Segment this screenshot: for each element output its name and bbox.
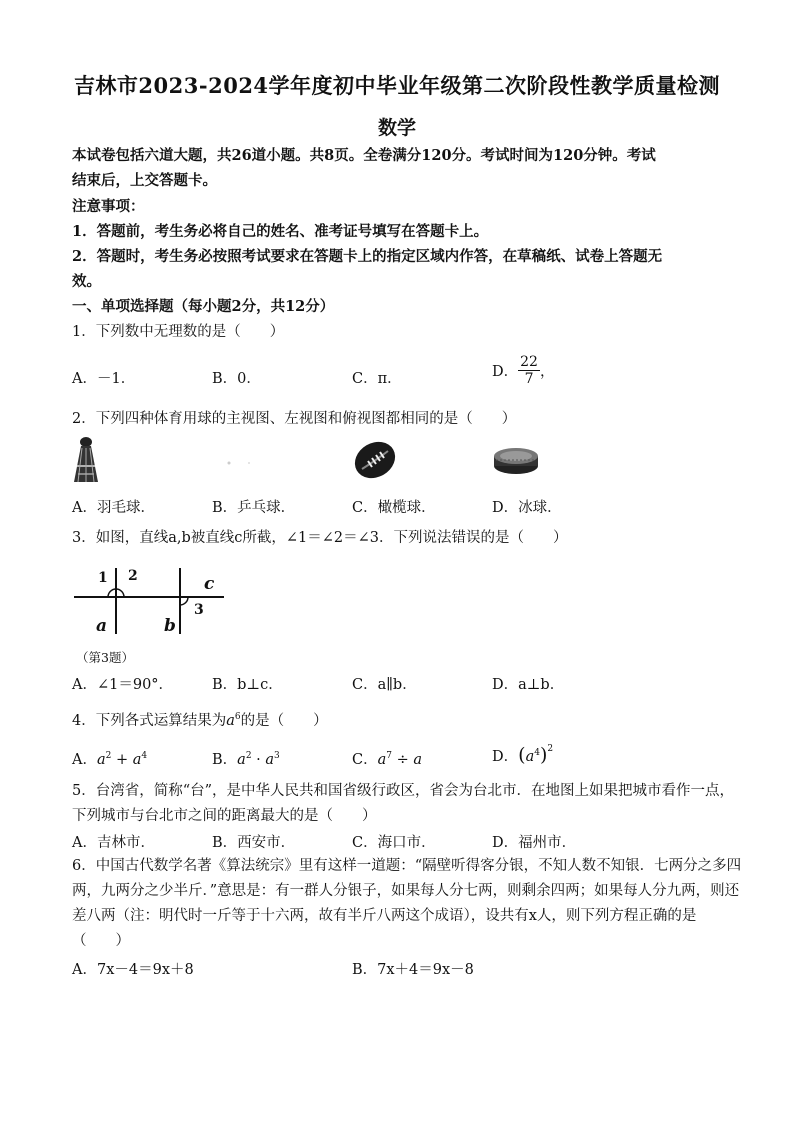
exam-title: 吉林市2023-2024学年度初中毕业年级第二次阶段性教学质量检测: [73, 73, 721, 98]
rugby-ball-image: [352, 439, 398, 481]
q3-option-d: D．a⊥b．: [492, 677, 565, 693]
q4-option-d-prefix: D．: [492, 749, 519, 765]
q4-option-b-prefix: B．: [212, 752, 238, 768]
q4-stem-base: a: [226, 712, 235, 729]
shuttlecock-image: [72, 436, 100, 486]
q4-option-b: B．$a^2 \cdot a^3$: [212, 751, 280, 768]
q6-option-a: A．7x－4＝9x＋8: [72, 962, 194, 978]
fig-line-c-label: c: [204, 574, 215, 594]
note-1: 1．答题前，考生务必将自己的姓名、准考证号填写在答题卡上。: [72, 223, 489, 240]
q6-line-3: 差八两（注：明代时一斤等于十六两，故有半斤八两这个成语），设共有x人，则下列方程正确的是: [72, 908, 697, 924]
q1-option-a: A．－1．: [72, 371, 136, 387]
q2-option-a: A．羽毛球．: [72, 500, 155, 516]
fig-angle-1-label: 1: [98, 570, 108, 586]
q4-option-a: A．$a^2 + a^4$: [72, 751, 148, 768]
ping-pong-ball-image: [225, 458, 255, 468]
q1-option-d-suffix: ，: [539, 364, 555, 380]
q3-option-a: A．∠1＝90°．: [72, 677, 174, 693]
note-2-line-1: 2．答题时，考生务必按照考试要求在答题卡上的指定区域内作答，在草稿纸、试卷上答题无: [72, 248, 663, 265]
q1-option-d: [492, 354, 554, 387]
q4-stem-exponent: 6: [234, 712, 241, 722]
q4-option-a-prefix: A．: [72, 752, 97, 768]
q5-option-a: A．吉林市．: [72, 835, 155, 851]
fig-line-b-label: b: [164, 616, 176, 636]
q5-option-c: C．海口市．: [352, 835, 436, 851]
fig-angle-3-label: 3: [194, 602, 204, 618]
q1-stem: 1．下列数中无理数的是（ ）: [72, 324, 285, 340]
hockey-puck-image: [492, 446, 540, 476]
q5-option-b: B．西安市．: [212, 835, 296, 851]
fraction-denominator: 7: [524, 371, 534, 387]
q5-line-1: 5．台湾省，简称“台”，是中华人民共和国省级行政区，省会为台北市．在地图上如果把城市看作一点，: [72, 783, 735, 799]
q6-line-2: 两，九两分之少半斤．”意思是：有一群人分银子，如果每人分七两，则剩余四两；如果每人分九两，则还: [72, 883, 740, 899]
q3-stem: 3．如图，直线a,b被直线c所截，∠1＝∠2＝∠3．下列说法错误的是（ ）: [72, 530, 568, 546]
q4-option-d: D．$(a^4)^2$: [492, 744, 554, 766]
q3-figure-caption: （第3题）: [76, 650, 134, 665]
intro-line-2: 结束后，上交答题卡。: [72, 172, 217, 189]
q5-line-2: 下列城市与台北市之间的距离最大的是（ ）: [72, 808, 377, 824]
q6-line-1: 6．中国古代数学名著《算法统宗》里有这样一道题：“隔壁听得客分银，不知人数不知银．七两分之多四: [72, 858, 742, 874]
q6-option-b: B．7x＋4＝9x－8: [352, 962, 474, 978]
q4-stem-suffix: 的是（ ）: [240, 712, 328, 729]
note-2-line-2: 效。: [72, 273, 101, 290]
q1-option-b: B．0．: [212, 371, 261, 387]
fraction-numerator: 22: [520, 354, 538, 370]
fig-line-a-label: a: [96, 616, 108, 636]
section-1-title: 一、单项选择题（每小题2分，共12分）: [72, 298, 335, 315]
subject-title: 数学: [377, 117, 416, 139]
q2-option-b: B．乒乓球．: [212, 500, 296, 516]
q6-line-4: （ ）: [72, 933, 130, 949]
q4-stem-prefix: 4．下列各式运算结果为: [72, 712, 227, 729]
q3-option-c: C．a∥b．: [352, 677, 417, 693]
q2-stem: 2．下列四种体育用球的主视图、左视图和俯视图都相同的是（ ）: [72, 411, 517, 427]
q4-option-c-prefix: C．: [352, 752, 378, 768]
q2-option-c: C．橄榄球．: [352, 500, 436, 516]
intro-line-1: 本试卷包括六道大题，共26道小题。共8页。全卷满分120分。考试时间为120分钟。考试: [72, 147, 656, 164]
fig-angle-2-label: 2: [128, 568, 138, 584]
q5-option-d: D．福州市．: [492, 835, 577, 851]
notes-title: 注意事项：: [72, 198, 145, 215]
q1-option-d-prefix: D．: [492, 364, 519, 380]
q4-stem: [72, 707, 328, 731]
q3-option-b: B．b⊥c．: [212, 677, 283, 693]
q1-option-c: C．π．: [352, 371, 402, 387]
q1-option-d-fraction: [518, 354, 540, 387]
q2-option-d: D．冰球．: [492, 500, 562, 516]
q4-option-c: C．$a^7 \div a$: [352, 751, 423, 768]
